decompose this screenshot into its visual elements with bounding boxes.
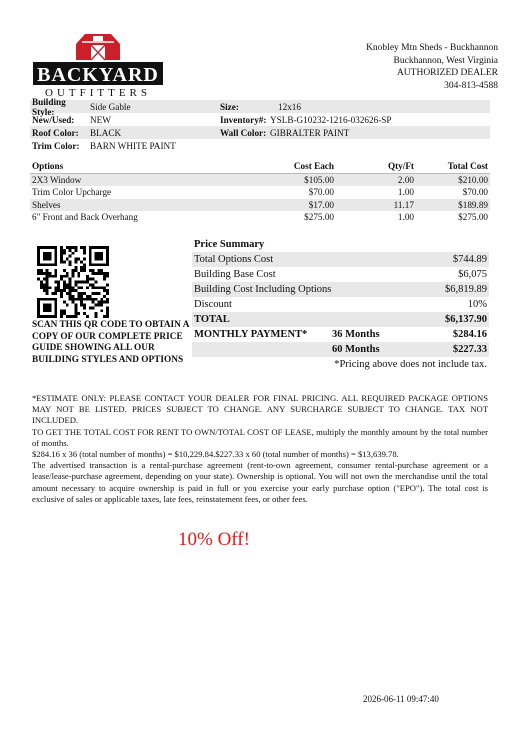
dealer-status: AUTHORIZED DEALER: [396, 68, 498, 78]
dealer-city: Buckhannon, West Virginia: [393, 55, 498, 66]
monthly-payment-label: MONTHLY PAYMENT*: [194, 329, 308, 340]
timestamp: 2026-06-11 09:47:40: [363, 694, 439, 704]
option-name: Shelves: [32, 199, 61, 210]
table-row: [30, 186, 490, 199]
total-label: TOTAL: [194, 314, 230, 325]
inventory-label: Inventory#:: [220, 114, 267, 125]
option-qty: 1.00: [397, 212, 414, 223]
summary-row: [192, 312, 489, 327]
discount-offer: 10% Off!: [178, 529, 250, 550]
building-info: [30, 96, 490, 152]
pricing-note: *Pricing above does not include tax.: [334, 359, 487, 370]
disclaimer-rto: TO GET THE TOTAL COST FOR RENT TO OWN/TOTAL COST OF LEASE, multiply the monthly amount by the total number of months.: [32, 426, 488, 448]
incl-cost-value: $6,819.89: [445, 284, 487, 295]
qr-caption: SCAN THIS QR CODE TO OBTAIN A COPY OF OUR COMPLETE PRICE GUIDE SHOWING ALL OUR BUILDING STYLES AND OPTIONS: [32, 320, 189, 365]
options-table: [30, 160, 490, 224]
total-options-label: Total Options Cost: [194, 254, 274, 265]
trim-label: Trim Color:: [32, 140, 80, 151]
disclaimer-estimate: *ESTIMATE ONLY: PLEASE CONTACT YOUR DEALER FOR FINAL PRICING. ALL REQUIRED PACKAGE OPTIONS MAY NOT BE LISTED. PRICES SUBJECT TO CHANGE. ANY SURCHARGE SUBJECT TO CHANGE. TAX NOT INCLUDED.: [32, 393, 488, 426]
option-qty: 11.17: [393, 199, 414, 210]
months-60-label: 60 Months: [332, 344, 380, 355]
summary-row: [192, 252, 489, 267]
disclaimer-agreement: The advertised transaction is a rental-purchase agreement (rent-to-own agreement, consumer rental-purchase agreement or a lease/lease-purchase agreement, depending on your state). Ownership is optional. You will not own the merchandise until the total amount necessary to acquire ownership is paid in full or you exercise your early purchase option ("EPO"). The total cost is exclusive of sales or applicable taxes, late fees, reinstatement fees, or other fees.: [32, 460, 488, 504]
price-summary: [192, 238, 489, 372]
table-row: [30, 174, 490, 187]
option-name: 6" Front and Back Overhang: [32, 212, 138, 223]
incl-cost-label: Building Cost Including Options: [194, 284, 332, 295]
price-summary-title: Price Summary: [194, 239, 265, 250]
dealer-name: Knobley Mtn Sheds - Buckhannon: [366, 43, 498, 53]
col-cost-each: Cost Each: [293, 161, 334, 172]
summary-row: [192, 327, 489, 342]
months-36-value: $284.16: [452, 329, 487, 340]
option-cost: $17.00: [308, 199, 334, 210]
size-value: 12x16: [278, 101, 301, 112]
option-qty: 1.00: [397, 187, 414, 198]
style-label: Building Style:: [32, 96, 66, 117]
col-options: Options: [32, 161, 64, 172]
col-total: Total Cost: [447, 161, 488, 172]
info-row: [30, 113, 490, 126]
summary-row: [192, 282, 489, 297]
barn-icon: [76, 34, 120, 60]
table-row: [30, 211, 490, 224]
months-36-label: 36 Months: [332, 329, 380, 340]
base-cost-value: $6,075: [458, 269, 487, 280]
info-row: [30, 139, 490, 152]
roof-value: BLACK: [90, 127, 122, 138]
table-row: [30, 199, 490, 212]
option-name: Trim Color Upcharge: [32, 187, 112, 198]
style-value: Side Gable: [90, 101, 131, 112]
col-qty: Qty/Ft: [387, 161, 414, 172]
discount-label: Discount: [194, 299, 232, 310]
option-cost: $105.00: [304, 174, 334, 185]
total-value: $6,137.90: [445, 314, 487, 325]
option-cost: $70.00: [308, 187, 334, 198]
new-used-value: NEW: [90, 114, 111, 125]
option-total: $210.00: [458, 174, 488, 185]
trim-value: BARN WHITE PAINT: [90, 140, 176, 151]
summary-row: [192, 267, 489, 282]
qr-code: [37, 246, 109, 318]
months-60-value: $227.33: [452, 344, 487, 355]
base-cost-label: Building Base Cost: [194, 269, 276, 280]
wall-label: Wall Color:: [220, 127, 267, 138]
info-row: [30, 126, 490, 139]
summary-row: [192, 297, 489, 312]
option-total: $189.89: [458, 199, 488, 210]
total-options-value: $744.89: [452, 254, 487, 265]
backyard-outfitters-logo: [33, 30, 163, 100]
option-total: $275.00: [458, 212, 488, 223]
option-name: 2X3 Window: [32, 174, 82, 185]
info-row: [30, 96, 490, 117]
wall-value: GIBRALTER PAINT: [270, 127, 350, 138]
logo-line2: OUTFITTERS: [45, 87, 151, 99]
option-cost: $275.00: [304, 212, 334, 223]
dealer-info: [366, 42, 498, 92]
option-qty: 2.00: [397, 174, 414, 185]
options-header: [30, 160, 490, 174]
dealer-phone: 304-813-4588: [444, 80, 498, 91]
inventory-value: YSLB-G10232-1216-032626-SP: [270, 114, 392, 125]
new-used-label: New/Used:: [32, 114, 75, 125]
disclaimer-calc: $284.16 x 36 (total number of months) = $10,229.84.$227.33 x 60 (total number of months) = $13,639.78.: [32, 449, 399, 460]
discount-value: 10%: [467, 299, 487, 310]
disclaimer: [32, 393, 488, 505]
summary-row: [192, 342, 489, 357]
roof-label: Roof Color:: [32, 127, 79, 138]
option-total: $70.00: [462, 187, 488, 198]
logo-line1: BACKYARD: [37, 64, 159, 86]
size-label: Size:: [220, 101, 239, 112]
